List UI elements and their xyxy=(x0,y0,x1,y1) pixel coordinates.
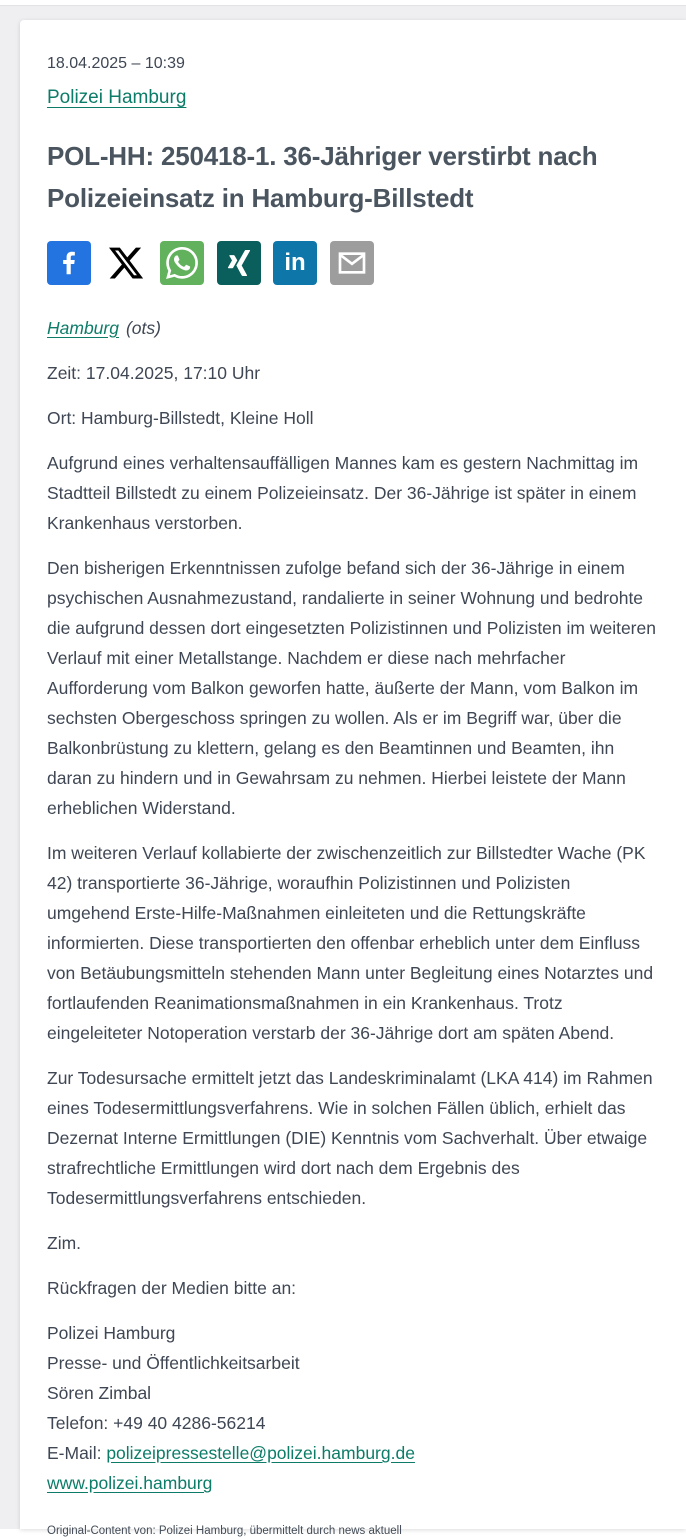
share-linkedin-button[interactable] xyxy=(273,241,317,285)
contact-phone: Telefon: +49 40 4286-56214 xyxy=(47,1413,266,1433)
xing-icon xyxy=(226,250,252,276)
paragraph-3: Im weiteren Verlauf kollabierte der zwischenzeitlich zur Billstedter Wache (PK 42) transportierte 36-Jährige, woraufhin Polizistinnen und Polizisten umgehend Erste-Hilfe-Maßnahmen einleiteten und die Rettungskräfte informierten. Diese transportierten den offenbar erheblich unter dem Einfluss von Betäubungsmitteln stehenden Mann unter Begleitung eines Notarztes und fortlaufenden Reanimationsmaßnahmen in ein Krankenhaus. Trotz eingeleiteter Notoperation verstarb der 36-Jährige dort am späten Abend. xyxy=(47,843,654,1043)
contact-block xyxy=(47,1318,657,1498)
signoff: Zim. xyxy=(47,1233,82,1253)
contact-email-label: E-Mail: xyxy=(47,1443,107,1463)
page-title: POL-HH: 250418-1. 36-Jähriger verstirbt nach Polizeieinsatz in Hamburg-Billstedt xyxy=(47,141,598,213)
publisher-link[interactable]: Polizei Hamburg xyxy=(47,87,187,108)
time-line: Zeit: 17.04.2025, 17:10 Uhr xyxy=(47,363,261,383)
share-whatsapp-button[interactable] xyxy=(160,241,204,285)
share-x-button[interactable] xyxy=(104,241,148,285)
x-icon xyxy=(107,244,145,282)
press-release-card xyxy=(20,20,686,1537)
share-buttons-row xyxy=(47,241,658,285)
top-strip xyxy=(0,0,686,6)
whatsapp-icon xyxy=(166,247,198,279)
linkedin-icon: in xyxy=(284,249,306,276)
share-xing-button[interactable] xyxy=(217,241,261,285)
facebook-icon xyxy=(54,248,84,278)
publication-date: 18.04.2025 – 10:39 xyxy=(47,55,185,72)
contact-department: Presse- und Öffentlichkeitsarbeit xyxy=(47,1353,300,1373)
place-line: Ort: Hamburg-Billstedt, Kleine Holl xyxy=(47,408,314,428)
contact-person: Sören Zimbal xyxy=(47,1383,152,1403)
paragraph-4: Zur Todesursache ermittelt jetzt das Landeskriminalamt (LKA 414) im Rahmen eines Todesermittlungsverfahrens. Wie in solchen Fällen üblich, erhielt das Dezernat Interne Ermittlungen (DIE) Kenntnis vom Sachverhalt. Über etwaige strafrechtliche Ermittlungen wird dort nach dem Ergebnis des Todesermittlungsverfahrens entschieden. xyxy=(47,1068,653,1208)
contact-org: Polizei Hamburg xyxy=(47,1323,176,1343)
paragraph-2: Den bisherigen Erkenntnissen zufolge befand sich der 36-Jährige in einem psychischen Ausnahmezustand, randalierte in seiner Wohnung und bedrohte die aufgrund dessen dort eingesetzten Polizistinnen und Polizisten im weiteren Verlauf mit einer Metallstange. Nachdem er diese nach mehrfacher Aufforderung vom Balkon geworfen hatte, äußerte der Mann, vom Balkon im sechsten Obergeschoss springen zu wollen. Als er im Begriff war, über die Balkonbrüstung zu klettern, gelang es den Beamtinnen und Beamten, ihn daran zu hindern und in Gewahrsam zu nehmen. Hierbei leistete der Mann erheblichen Widerstand. xyxy=(47,558,656,818)
dateline-location-link[interactable]: Hamburg xyxy=(47,318,119,338)
contact-email-link[interactable]: polizeipressestelle@polizei.hamburg.de xyxy=(106,1443,415,1463)
email-icon xyxy=(336,247,368,279)
dateline xyxy=(47,313,657,343)
share-email-button[interactable] xyxy=(330,241,374,285)
share-facebook-button[interactable] xyxy=(47,241,91,285)
original-content-note: Original-Content von: Polizei Hamburg, übermittelt durch news aktuell xyxy=(47,1525,402,1537)
paragraph-1: Aufgrund eines verhaltensauffälligen Mannes kam es gestern Nachmittag im Stadtteil Billstedt zu einem Polizeieinsatz. Der 36-Jährige ist später in einem Krankenhaus verstorben. xyxy=(47,453,639,533)
contact-website-link[interactable]: www.polizei.hamburg xyxy=(47,1473,213,1493)
press-inquiries-line: Rückfragen der Medien bitte an: xyxy=(47,1278,297,1298)
article-body xyxy=(47,313,658,1537)
dateline-ots: (ots) xyxy=(125,318,161,338)
